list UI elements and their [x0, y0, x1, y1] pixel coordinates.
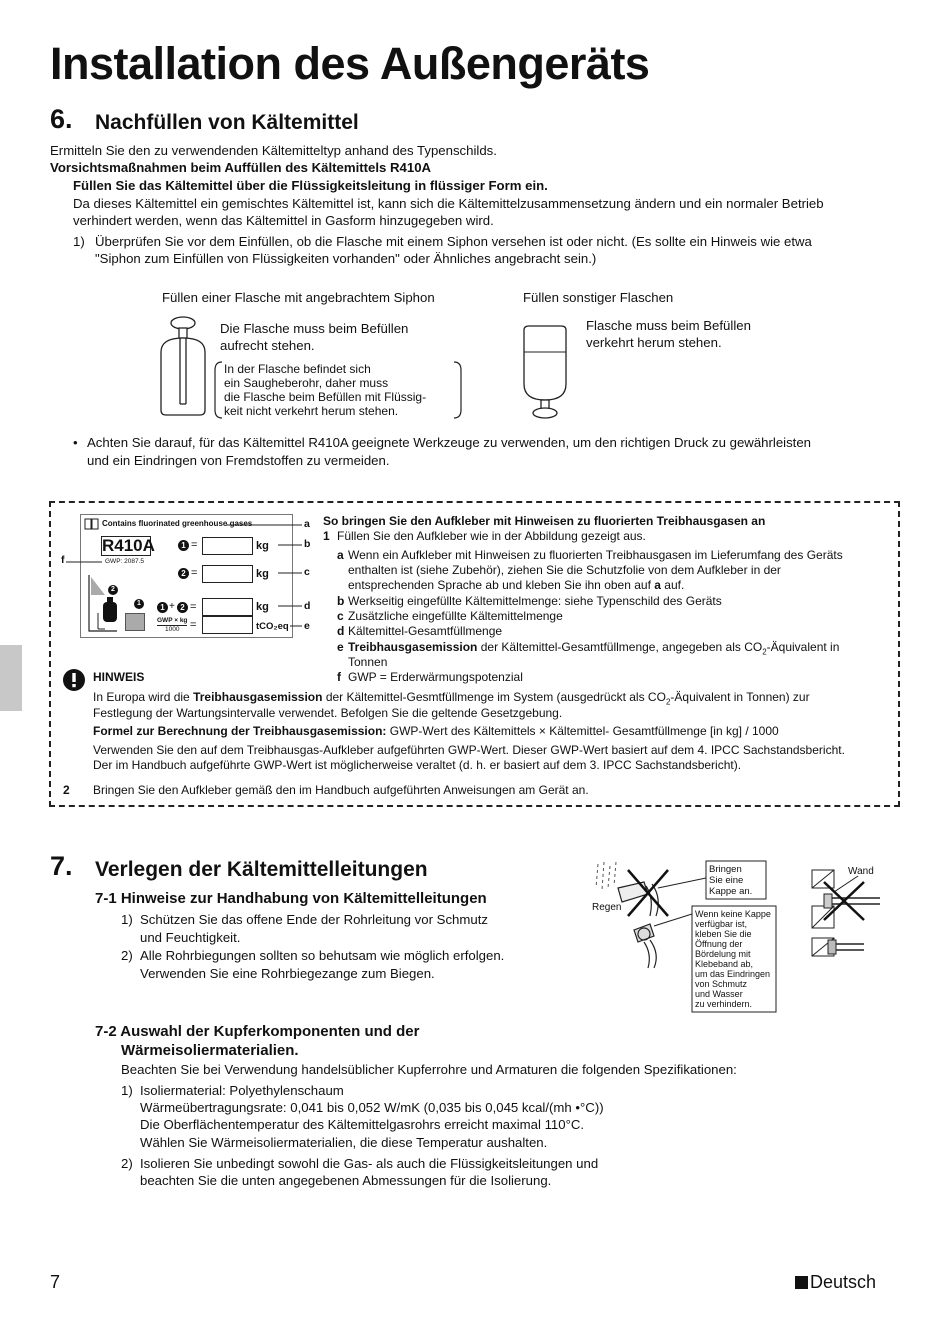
inverted-cylinder-icon [516, 322, 576, 424]
s6-item1-number: 1) [73, 234, 85, 249]
s7-i2-line2: Verwenden Sie eine Rohrbiegezange zum Biegen. [140, 966, 435, 981]
fig-tape-label: Wenn keine Kappe verfügbar ist, kleben Sie die Öffnung der Bördelung mit Klebeband ab, um das Eindringen von Schmutz und Wasser zu verhindern. [695, 909, 771, 1009]
note3-line2: Der im Handbuch aufgeführte GWP-Wert ist möglicherweise veraltet (d. h. er basiert auf dem 3. IPCC Sachstandsbericht). [93, 758, 742, 772]
fig-regen-label: Regen [592, 902, 622, 913]
note3-line1: Verwenden Sie den auf dem Treibhausgas-Aufkleber aufgeführten GWP-Wert. Dieser GWP-Wert basiert auf dem 4. IPCC Sachstandsbericht. [93, 743, 845, 757]
box-heading: So bringen Sie den Aufkleber mit Hinweisen zu fluorierten Treibhausgasen an [323, 514, 766, 528]
sticker-circle-1-sum: 1 [157, 602, 168, 613]
fig-siphon-note1-line2: aufrecht stehen. [220, 338, 315, 353]
s6-precaution-text-1: Da dieses Kältemittel ein gemischtes Kältemittel ist, kann sich die Kältemittelzusammensetzung ändern und ein normaler Betrieb [73, 196, 824, 211]
s7-i1-line2: und Feuchtigkeit. [140, 930, 241, 945]
sticker-letter-f: f [61, 554, 65, 566]
box-e-line2: Tonnen [348, 655, 388, 669]
box-step1: Füllen Sie den Aufkleber wie in der Abbildung gezeigt aus. [337, 529, 646, 543]
s6-bullet-line2: und ein Eindringen von Fremdstoffen zu vermeiden. [87, 453, 390, 468]
sticker-letter-b: b [304, 538, 311, 550]
s6-precaution-bold: Füllen Sie das Kältemittel über die Flüssigkeitsleitung in flüssiger Form ein. [73, 178, 548, 193]
sticker-letter-c: c [304, 566, 310, 578]
box-f-text: GWP = Erderwärmungspotenzial [348, 670, 523, 684]
note1-line2: Festlegung der Wartungsintervalle verwendet. Befolgen Sie die geltende Gesetzgebung. [93, 706, 563, 720]
formula-line: Formel zur Berechnung der Treibhausgasemission: GWP-Wert des Kältemittels × Kältemittel- Gesamtfüllmenge [in kg] / 1000 [93, 724, 779, 738]
sticker-circle-2-sum: 2 [177, 602, 188, 613]
fig-siphon-title: Füllen einer Flasche mit angebrachtem Siphon [162, 290, 435, 305]
sticker-mini-circle-2: 2 [108, 585, 118, 595]
sticker-header: Contains fluorinated greenhouse gases [102, 519, 253, 528]
s6-precaution-text-2: verhindert werden, wenn das Kältemittel in Gasform hinzugegeben wird. [73, 213, 494, 228]
side-tab-marker [0, 645, 22, 711]
box-b-text: Werkseitig eingefüllte Kältemittelmenge: siehe Typenschild des Geräts [348, 594, 722, 608]
box-e-text: Treibhausgasemission der Kältemittel-Gesamtfüllmenge, angegeben als $CO_2$-Äquivalent in [348, 640, 840, 657]
box-a-line1: Wenn ein Aufkleber mit Hinweisen zu fluorierten Treibhausgasen im Lieferumfang des Geräts [348, 548, 843, 562]
fig-siphon-note2-line2: ein Saugheberohr, daher muss [224, 376, 389, 390]
box-step2-number: 2 [63, 783, 70, 797]
warning-icon [62, 668, 86, 692]
fig-other-note-line2: verkehrt herum stehen. [586, 335, 722, 350]
note1-line1: In Europa wird die Treibhausgasemission der Kältemittel-Gesmtfüllmenge im System (ausgedrückt als $CO_2$-Äquivalent in Tonnen) zur [93, 690, 810, 707]
section-7-title: Verlegen der Kältemittelleitungen [95, 858, 428, 881]
footer-language: Deutsch [810, 1272, 877, 1292]
s7-2-intro: Beachten Sie bei Verwendung handelsüblicher Kupferrohre und Armaturen die folgenden Spezifikationen: [121, 1062, 737, 1077]
subsection-7-2-title-line1: 7-2 Auswahl der Kupferkomponenten und der [95, 1023, 420, 1040]
box-step1-number: 1 [323, 529, 330, 543]
box-a-line3: entsprechenden Sprache ab und kleben Sie ihn oben auf a auf. [348, 578, 685, 592]
sticker-eq-c: = [191, 567, 198, 579]
box-a-letter: a [337, 548, 344, 562]
sticker-kg-b: kg [256, 540, 269, 552]
box-c-text: Zusätzliche eingefüllte Kältemittelmenge [348, 609, 563, 623]
box-c-letter: c [337, 609, 344, 623]
s7-j1-line4: Wählen Sie Wärmeisoliermaterialien, die diese Temperatur aushalten. [140, 1135, 548, 1150]
fig-siphon-note1-line1: Die Flasche muss beim Befüllen [220, 321, 409, 336]
box-a-line2: enthalten ist (siehe Zubehör), ziehen Sie die Schutzfolie von dem Aufkleber in der [348, 563, 781, 577]
bullet-dot: • [73, 435, 78, 450]
hinweis-label: HINWEIS [93, 670, 145, 684]
sticker-plus: + [169, 601, 175, 612]
s7-j1-line2: Wärmeübertragungsrate: 0,041 bis 0,052 W/mK (0,035 bis 0,045 kcal/(mh •°C)) [140, 1100, 604, 1115]
section-6-title: Nachfüllen von Kältemittel [95, 111, 359, 134]
box-b-letter: b [337, 594, 345, 608]
page-title: Installation des Außengeräts [50, 38, 650, 89]
s7-i2-number: 2) [121, 948, 133, 963]
sticker-eq-e: = [190, 619, 197, 631]
s6-intro: Ermitteln Sie den zu verwendenden Kältemitteltyp anhand des Typenschilds. [50, 143, 497, 158]
box-e-letter: e [337, 640, 344, 654]
sticker-leader-lines [56, 514, 316, 639]
s7-i1-number: 1) [121, 912, 133, 927]
sticker-letter-d: d [304, 600, 311, 612]
fig-siphon-note2-line1: In der Flasche befindet sich [224, 362, 371, 376]
sticker-circle-2: 2 [178, 568, 189, 579]
box-d-letter: d [337, 624, 345, 638]
sticker-letter-a: a [304, 518, 310, 530]
s7-j2-line2: beachten Sie die unten angegebenen Abmessungen für die Isolierung. [140, 1173, 552, 1188]
sticker-mini-circle-1: 1 [134, 599, 144, 609]
s7-j2-line1: Isolieren Sie unbedingt sowohl die Gas- als auch die Flüssigkeitsleitungen und [140, 1156, 599, 1171]
s6-item1-line2: "Siphon zum Einfüllen von Flüssigkeiten vorhanden" oder Ähnliches angebracht sein.) [95, 251, 597, 266]
s6-precaution-heading: Vorsichtsmaßnahmen beim Auffüllen des Kältemittels R410A [50, 160, 432, 175]
upright-cylinder-icon [155, 312, 215, 420]
sticker-eq-d: = [190, 601, 197, 613]
box-f-letter: f [337, 670, 341, 684]
s7-i2-line1: Alle Rohrbiegungen sollten so behutsam wie möglich erfolgen. [140, 948, 505, 963]
sticker-eq-b: = [191, 539, 198, 551]
sticker-gwp-formula: GWP × kg [157, 617, 188, 624]
fig-siphon-note2-line3: die Flasche beim Befüllen mit Flüssig- [224, 390, 427, 404]
sticker-letter-e: e [304, 620, 310, 632]
fig-other-title: Füllen sonstiger Flaschen [523, 290, 674, 305]
section-7-number: 7. [50, 851, 73, 881]
s6-bullet-line1: Achten Sie darauf, für das Kältemittel R410A geeignete Werkzeuge zu verwenden, um den richtigen Druck zu gewährleisten [87, 435, 812, 450]
s7-j1-line3: Die Oberflächentemperatur des Kältemittelgasrohrs erreicht maximal 110°C. [140, 1117, 585, 1132]
fig-other-note-line1: Flasche muss beim Befüllen [586, 318, 751, 333]
sticker-gwp: GWP: 2087.5 [105, 558, 145, 565]
language-square-icon [795, 1276, 808, 1289]
fig-wand-label: Wand [848, 866, 874, 877]
s7-j1-number: 1) [121, 1083, 133, 1098]
sticker-kg-d: kg [256, 601, 269, 613]
page-number: 7 [50, 1272, 61, 1292]
sticker-kg-c: kg [256, 568, 269, 580]
subsection-7-1-title: 7-1 Hinweise zur Handhabung von Kältemittelleitungen [95, 890, 487, 907]
section-6-number: 6. [50, 104, 73, 134]
sticker-circle-1: 1 [178, 540, 189, 551]
sticker-refrigerant: R410A [102, 536, 155, 555]
fig-cap-label: Bringen Sie eine Kappe an. [709, 864, 753, 897]
s6-item1-line1: Überprüfen Sie vor dem Einfüllen, ob die Flasche mit einem Siphon versehen ist oder nicht. (Es sollte ein Hinweis wie etwa [95, 234, 812, 249]
box-step2: Bringen Sie den Aufkleber gemäß den im Handbuch aufgeführten Anweisungen am Gerät an. [93, 783, 589, 797]
s7-j2-number: 2) [121, 1156, 133, 1171]
s7-i1-line1: Schützen Sie das offene Ende der Rohrleitung vor Schmutz [140, 912, 488, 927]
sticker-divisor: 1000 [165, 626, 180, 633]
s7-j1-line1: Isoliermaterial: Polyethylenschaum [140, 1083, 344, 1098]
box-d-text: Kältemittel-Gesamtfüllmenge [348, 624, 503, 638]
subsection-7-2-title-line2: Wärmeisoliermaterialien. [121, 1042, 299, 1059]
sticker-tco2: tCO₂eq [256, 621, 289, 632]
fig-siphon-note2-line4: keit nicht verkehrt herum stehen. [224, 404, 399, 418]
